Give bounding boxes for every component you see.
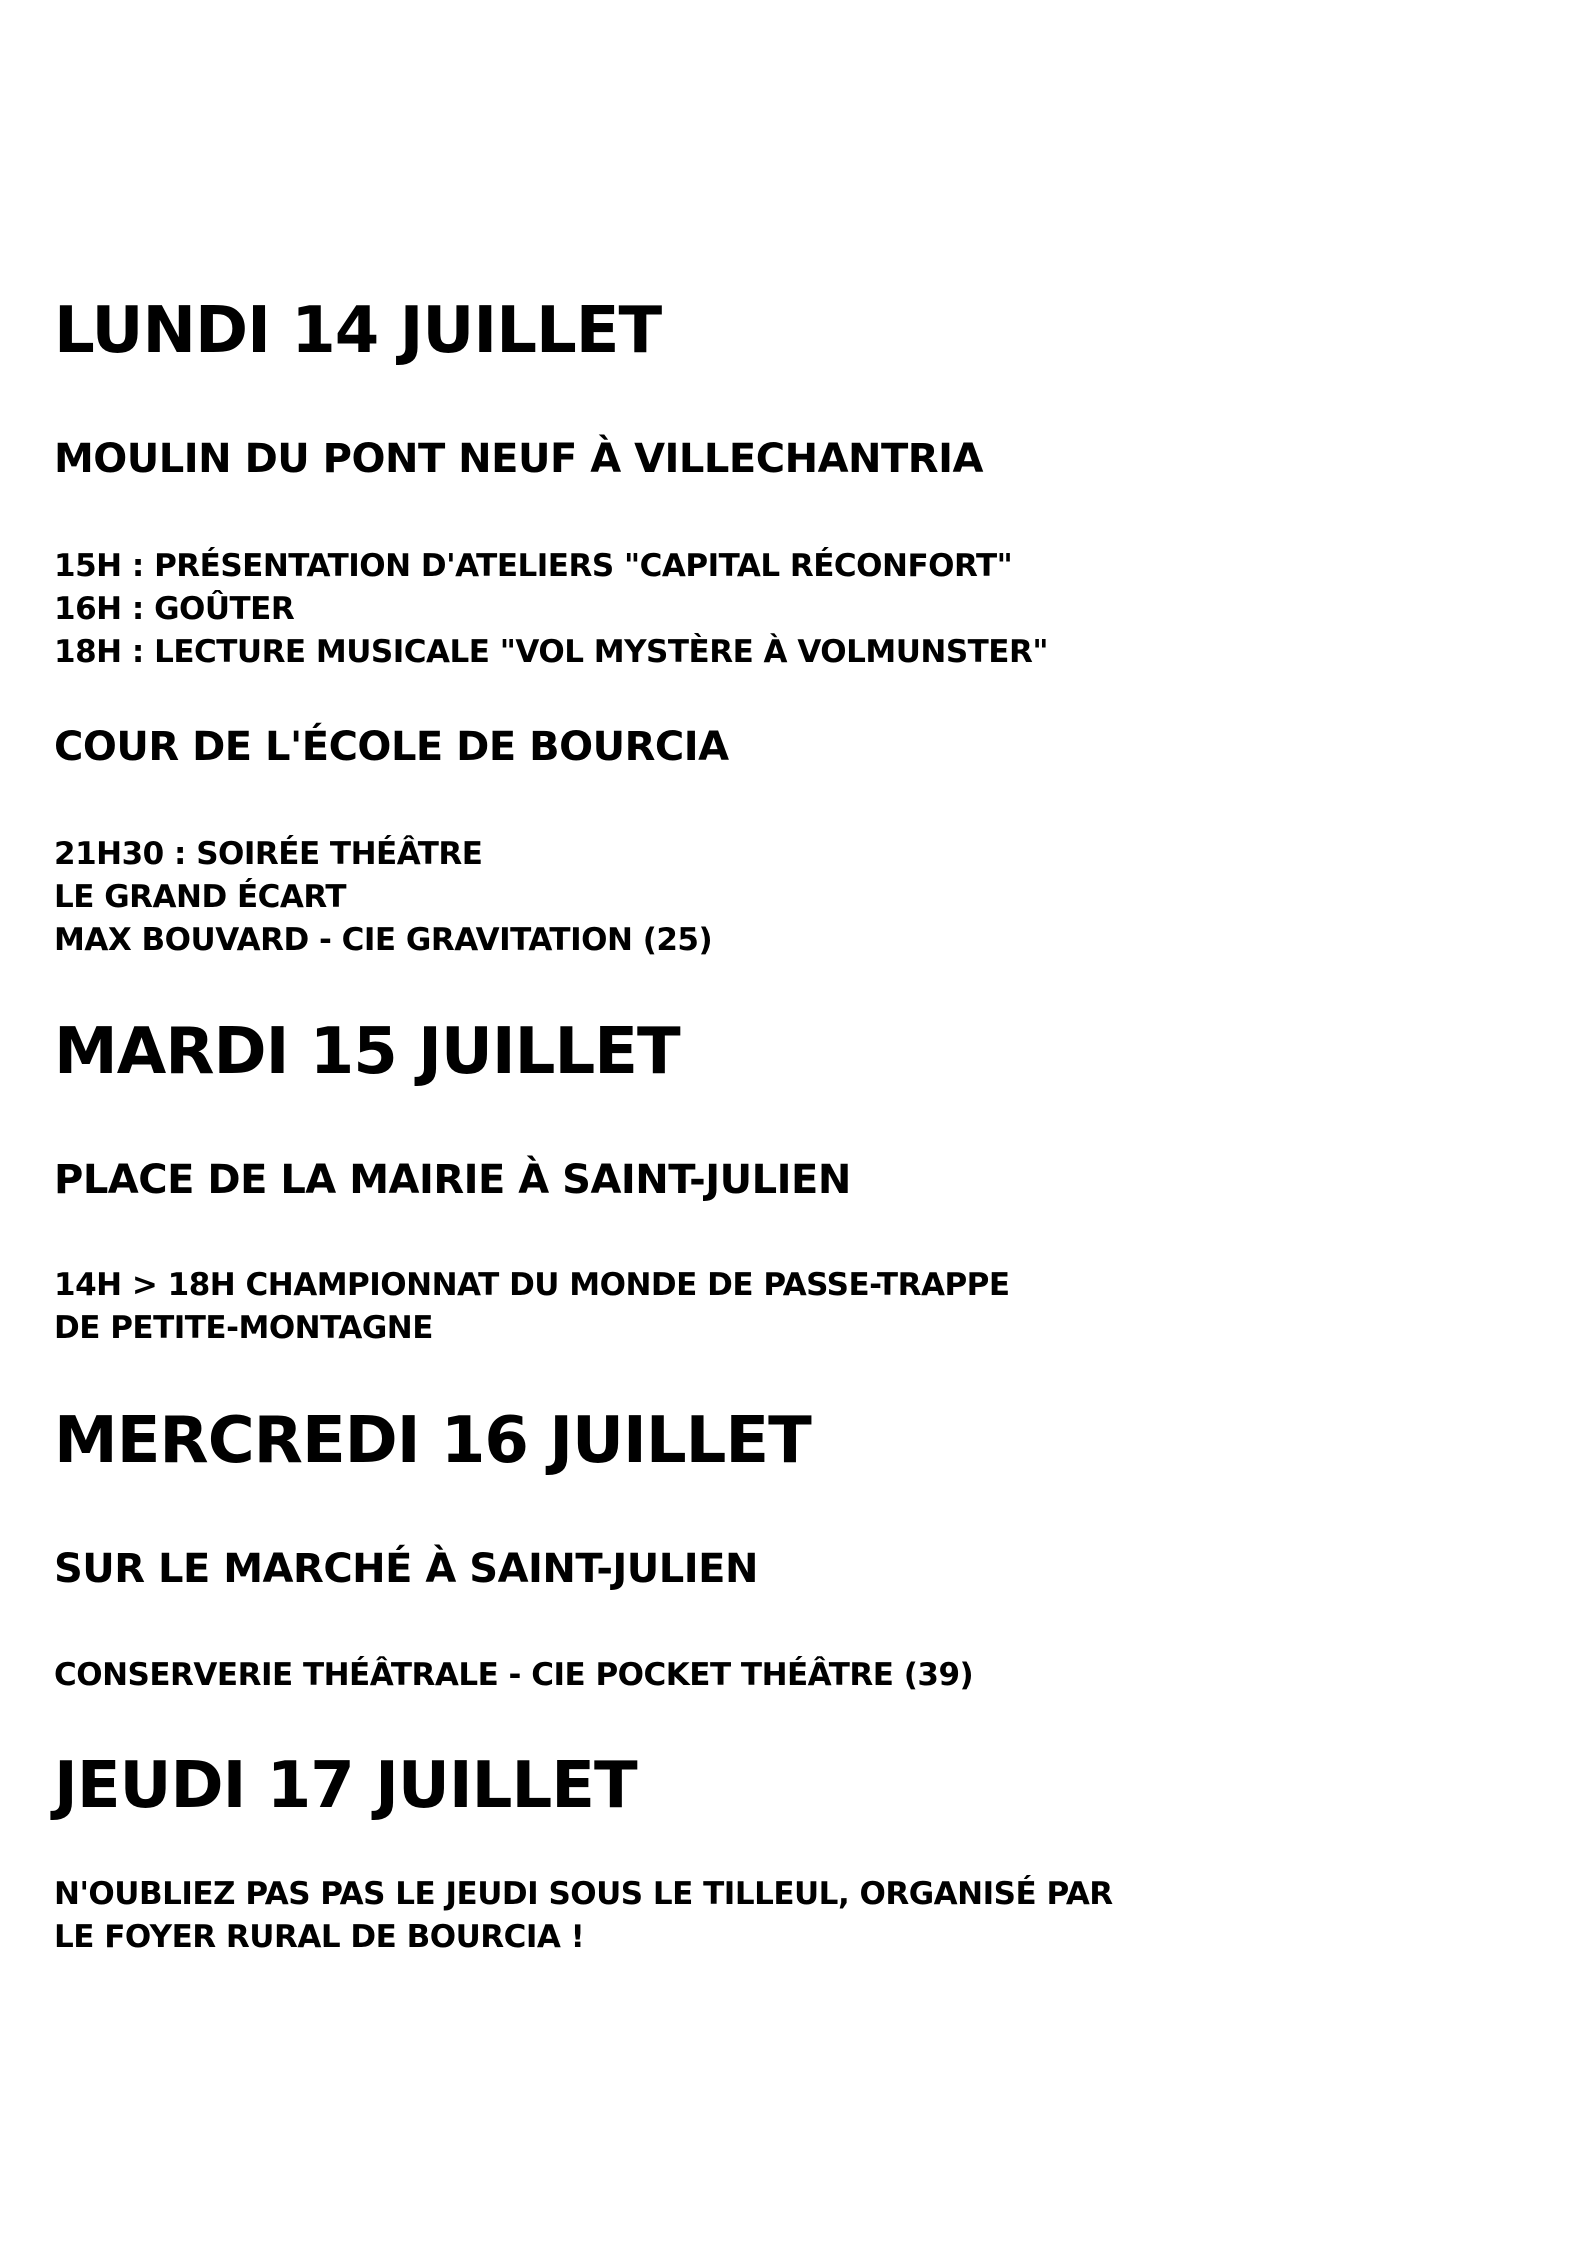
- schedule-item: CONSERVERIE THÉÂTRALE - CIE POCKET THÉÂTRE (39): [54, 1657, 974, 1693]
- day-title-lundi: LUNDI 14 JUILLET: [54, 294, 662, 368]
- schedule-item: 15H : PRÉSENTATION D'ATELIERS "CAPITAL RÉCONFORT": [54, 548, 1013, 584]
- venue-title-moulin: MOULIN DU PONT NEUF À VILLECHANTRIA: [54, 436, 983, 482]
- schedule-item: DE PETITE-MONTAGNE: [54, 1310, 433, 1346]
- note-line: N'OUBLIEZ PAS PAS LE JEUDI SOUS LE TILLEUL, ORGANISÉ PAR: [54, 1876, 1113, 1912]
- schedule-item: MAX BOUVARD - CIE GRAVITATION (25): [54, 922, 713, 958]
- venue-title-marche: SUR LE MARCHÉ À SAINT-JULIEN: [54, 1546, 758, 1592]
- schedule-item: LE GRAND ÉCART: [54, 879, 347, 915]
- venue-title-ecole: COUR DE L'ÉCOLE DE BOURCIA: [54, 724, 729, 770]
- day-title-jeudi: JEUDI 17 JUILLET: [54, 1749, 637, 1823]
- day-title-mercredi: MERCREDI 16 JUILLET: [54, 1404, 811, 1478]
- venue-title-mairie: PLACE DE LA MAIRIE À SAINT-JULIEN: [54, 1157, 851, 1203]
- schedule-item: 18H : LECTURE MUSICALE "VOL MYSTÈRE À VOLMUNSTER": [54, 634, 1049, 670]
- schedule-item: 16H : GOÛTER: [54, 591, 295, 627]
- schedule-item: 21H30 : SOIRÉE THÉÂTRE: [54, 836, 483, 872]
- schedule-list-moulin: [54, 545, 1048, 674]
- schedule-item: 14H > 18H CHAMPIONNAT DU MONDE DE PASSE-TRAPPE: [54, 1267, 1010, 1303]
- day-title-mardi: MARDI 15 JUILLET: [54, 1015, 680, 1089]
- schedule-list-ecole: [54, 833, 712, 962]
- note-line: LE FOYER RURAL DE BOURCIA !: [54, 1919, 585, 1955]
- schedule-list-mairie: [54, 1264, 1010, 1350]
- note-jeudi: [54, 1873, 1113, 1959]
- schedule-list-marche: [54, 1654, 973, 1697]
